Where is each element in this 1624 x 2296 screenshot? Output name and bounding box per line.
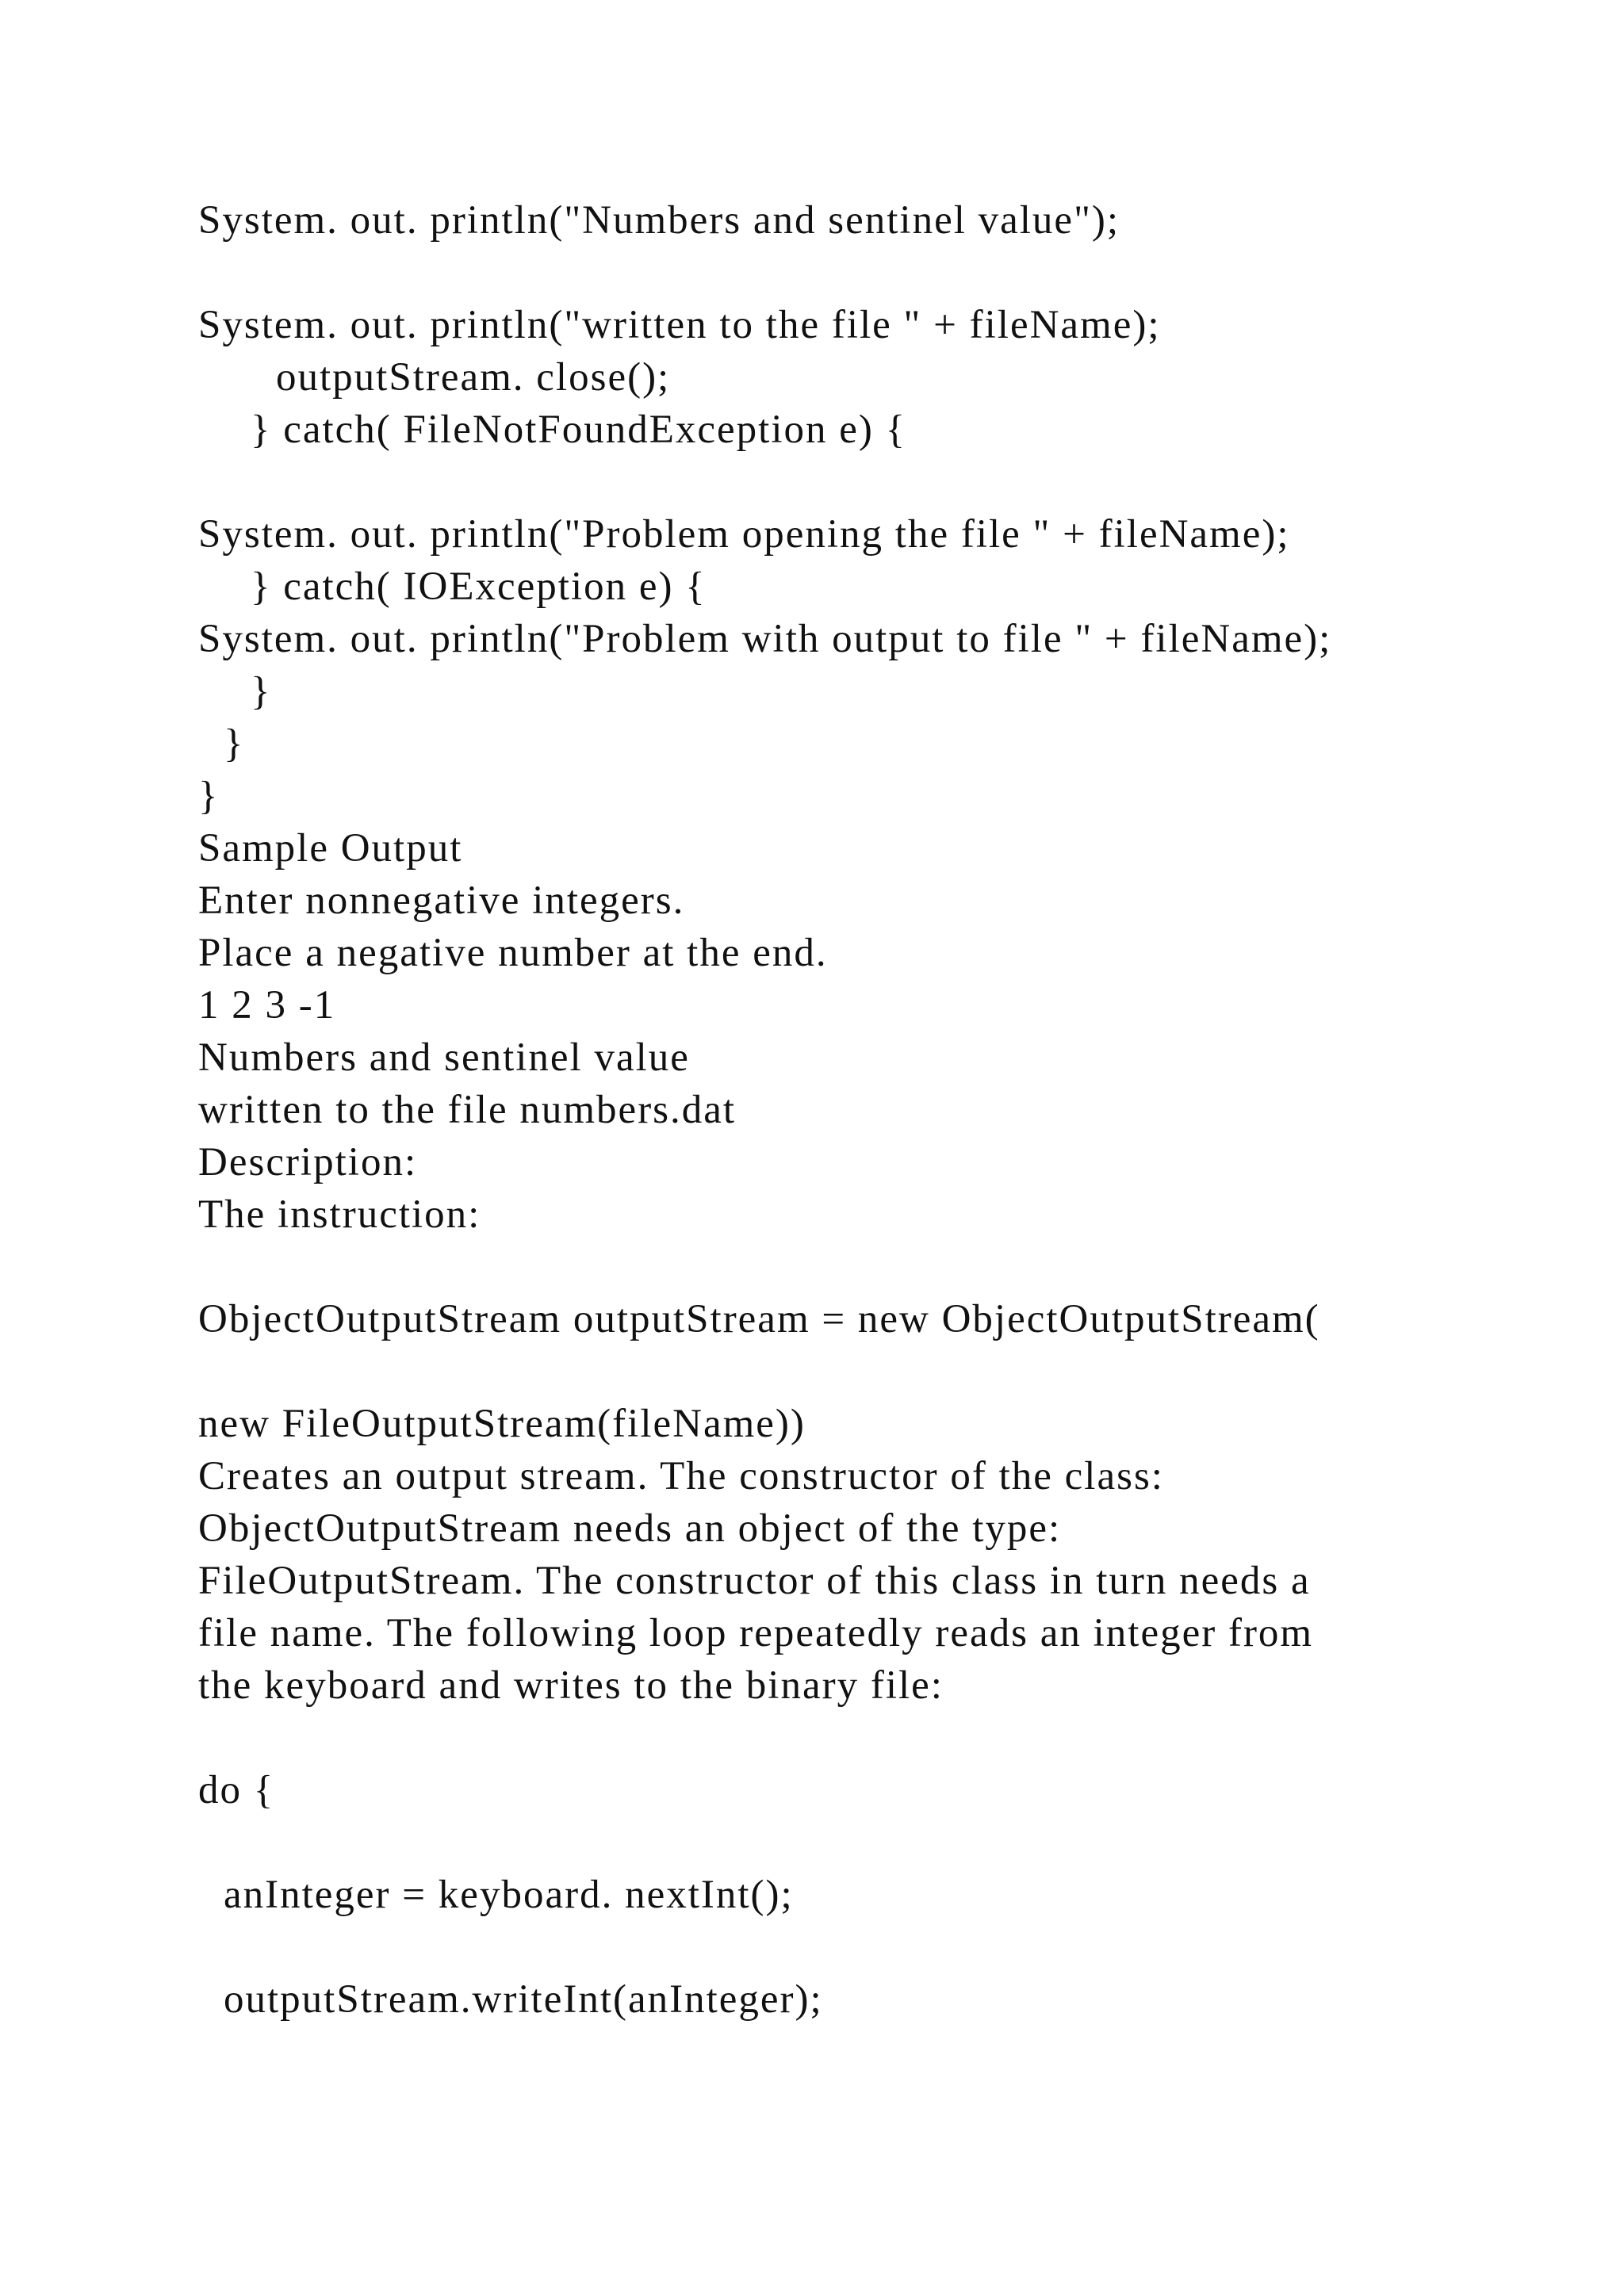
- code-line: ObjectOutputStream outputStream = new ObjectOutputStream(: [198, 1297, 1320, 1341]
- text-line: Creates an output stream. The constructor of the class:: [198, 1454, 1164, 1498]
- code-line: System. out. println("Problem with output to file " + fileName);: [198, 617, 1332, 661]
- code-line: }: [251, 669, 272, 714]
- text-line: FileOutputStream. The constructor of this class in turn needs a: [198, 1559, 1311, 1603]
- code-line: } catch( IOException e) {: [251, 564, 707, 609]
- text-line: 1 2 3 -1: [198, 983, 336, 1027]
- code-line: do {: [198, 1768, 275, 1812]
- code-line: System. out. println("Numbers and sentinel value");: [198, 198, 1120, 243]
- code-line: outputStream.writeInt(anInteger);: [224, 1977, 823, 2022]
- code-line: }: [198, 774, 220, 818]
- text-line: The instruction:: [198, 1192, 481, 1237]
- section-heading: Sample Output: [198, 826, 463, 871]
- code-line: System. out. println("Problem opening the file " + fileName);: [198, 512, 1290, 557]
- section-heading: Description:: [198, 1140, 418, 1184]
- code-line: } catch( FileNotFoundException e) {: [251, 408, 907, 452]
- text-line: ObjectOutputStream needs an object of the type:: [198, 1506, 1062, 1551]
- text-line: the keyboard and writes to the binary file:: [198, 1663, 944, 1708]
- text-line: Enter nonnegative integers.: [198, 878, 685, 923]
- text-line: file name. The following loop repeatedly reads an integer from: [198, 1611, 1314, 1655]
- code-line: outputStream. close();: [276, 355, 671, 400]
- text-line: written to the file numbers.dat: [198, 1088, 737, 1132]
- code-line: anInteger = keyboard. nextInt();: [224, 1873, 794, 1917]
- code-line: }: [224, 721, 245, 766]
- code-line: System. out. println("written to the file " + fileName);: [198, 303, 1161, 347]
- code-line: new FileOutputStream(fileName)): [198, 1402, 806, 1446]
- text-line: Place a negative number at the end.: [198, 931, 828, 975]
- text-line: Numbers and sentinel value: [198, 1035, 690, 1080]
